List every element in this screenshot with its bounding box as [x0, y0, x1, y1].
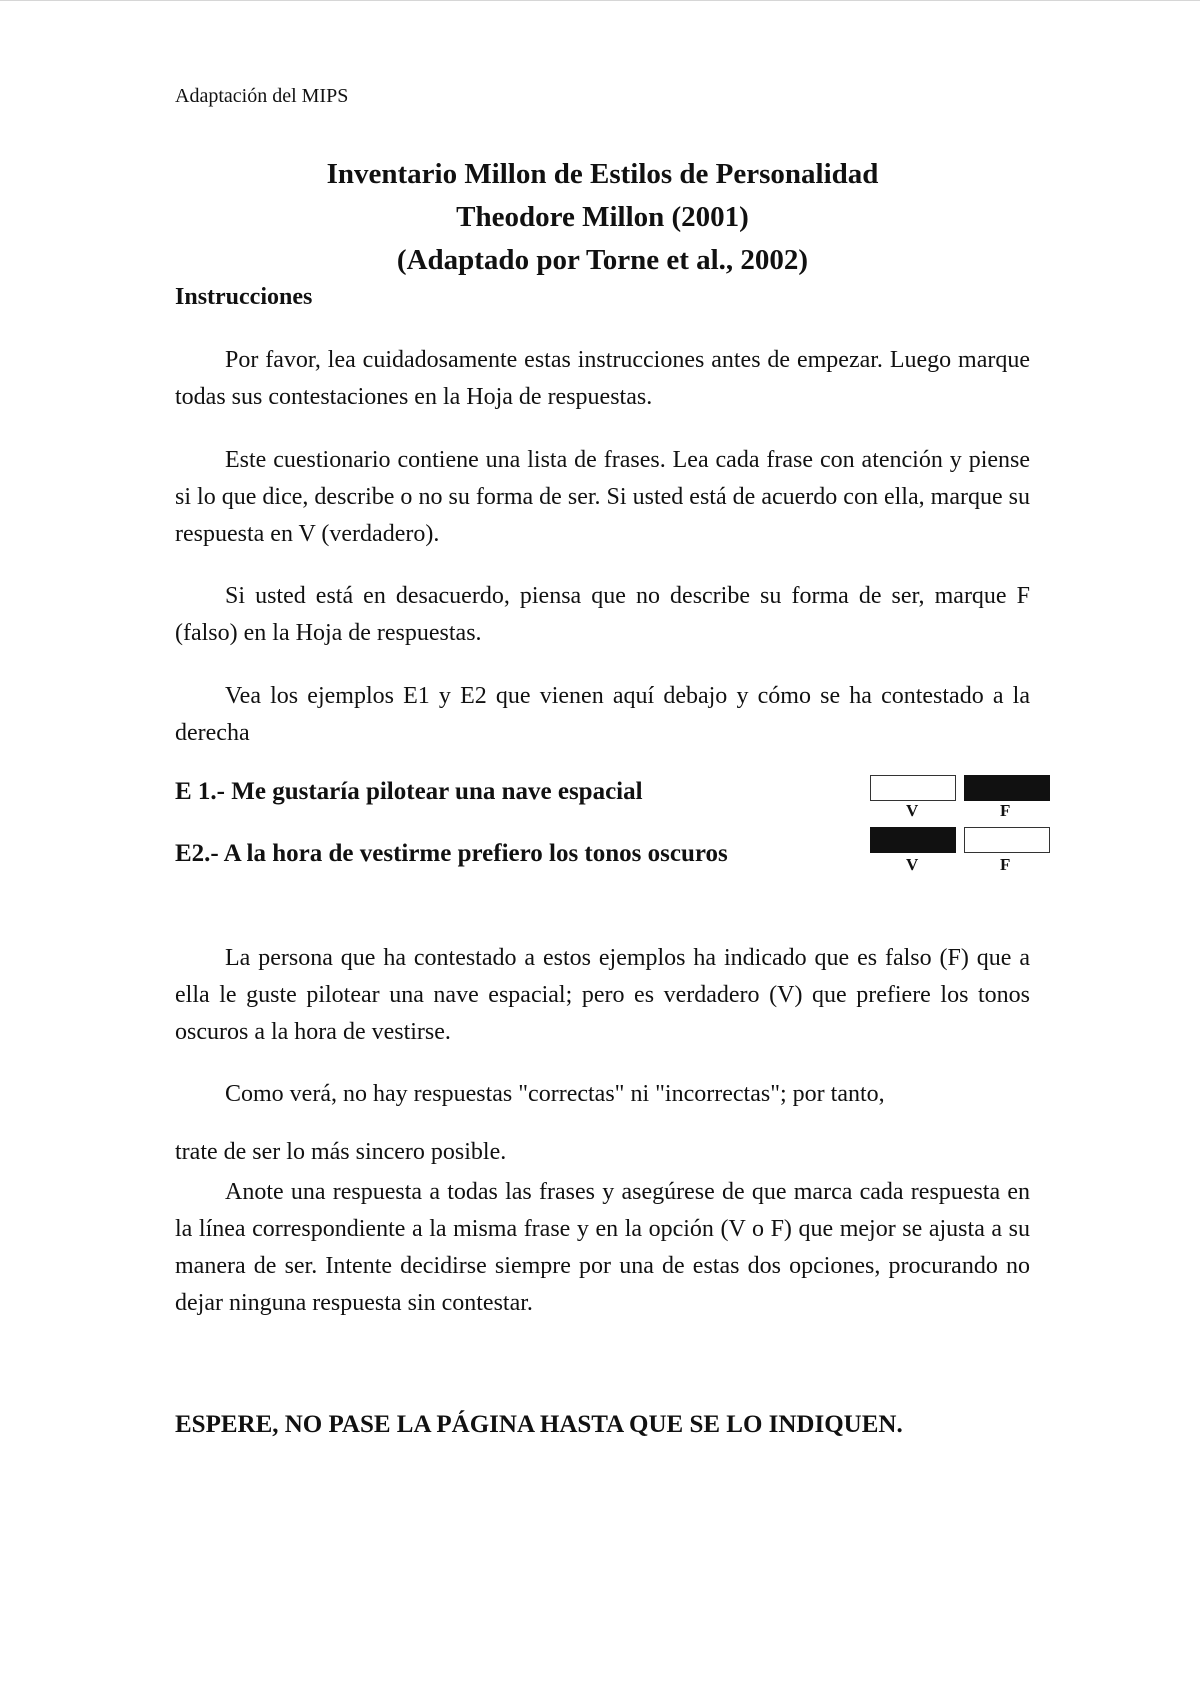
paragraph-1-text: Por favor, lea cuidadosamente estas instrucciones antes de empezar. Luego marque todas sus contestaciones en la Hoja de respuestas. [175, 347, 1030, 410]
example-1: E 1.- Me gustaría pilotear una nave espacial [175, 778, 643, 805]
example-1-true-box [870, 775, 956, 801]
paragraph-6 [175, 1076, 1030, 1113]
paragraph-1 [175, 342, 1030, 416]
paragraph-3-text: Si usted está en desacuerdo, piensa que no describe su forma de ser, marque F (falso) en la Hoja de respuestas. [175, 583, 1030, 646]
paragraph-5 [175, 940, 1030, 1051]
header-note: Adaptación del MIPS [175, 85, 349, 107]
example-1-false-box [964, 775, 1050, 801]
paragraph-6-text: Como verá, no hay respuestas "correctas" ni "incorrectas"; por tanto, [225, 1081, 885, 1107]
paragraph-4 [175, 678, 1030, 752]
paragraph-3 [175, 578, 1030, 652]
paragraph-8-text: Anote una respuesta a todas las frases y asegúrese de que marca cada respuesta en la línea correspondiente a la misma frase y en la opción (V o F) que mejor se ajusta a su manera de ser. Intente decidirse siempre por una de estas dos opciones, procurando no dejar ninguna respuesta sin contestar. [175, 1179, 1030, 1316]
paragraph-5-text: La persona que ha contestado a estos ejemplos ha indicado que es falso (F) que a ella le guste pilotear una nave espacial; pero es verdadero (V) que prefiere los tonos oscuros a la hora de vestirse. [175, 945, 1030, 1045]
title-line-1: Inventario Millon de Estilos de Personalidad [326, 158, 879, 190]
section-heading: Instrucciones [175, 284, 313, 310]
document-title [175, 153, 1030, 282]
title-line-3: (Adaptado por Torne et al., 2002) [396, 244, 809, 276]
example-2-false-box [964, 827, 1050, 853]
example-2-true-box [870, 827, 956, 853]
example-2-false-label: F [1000, 855, 1011, 874]
paragraph-8 [175, 1174, 1030, 1322]
paragraph-7: trate de ser lo más sincero posible. [175, 1139, 507, 1165]
example-1-false-label: F [1000, 801, 1011, 820]
paragraph-2 [175, 442, 1030, 553]
example-2: E2.- A la hora de vestirme prefiero los tonos oscuros [175, 840, 728, 867]
title-line-2: Theodore Millon (2001) [456, 201, 749, 233]
paragraph-2-text: Este cuestionario contiene una lista de frases. Lea cada frase con atención y piense si lo que dice, describe o no su forma de ser. Si usted está de acuerdo con ella, marque su respuesta en V (verdadero). [175, 447, 1030, 547]
paragraph-4-text: Vea los ejemplos E1 y E2 que vienen aquí debajo y cómo se ha contestado a la derecha [175, 683, 1030, 746]
final-notice: ESPERE, NO PASE LA PÁGINA HASTA QUE SE LO INDIQUEN. [175, 1411, 903, 1438]
example-2-true-label: V [906, 855, 919, 874]
example-1-true-label: V [906, 801, 919, 820]
